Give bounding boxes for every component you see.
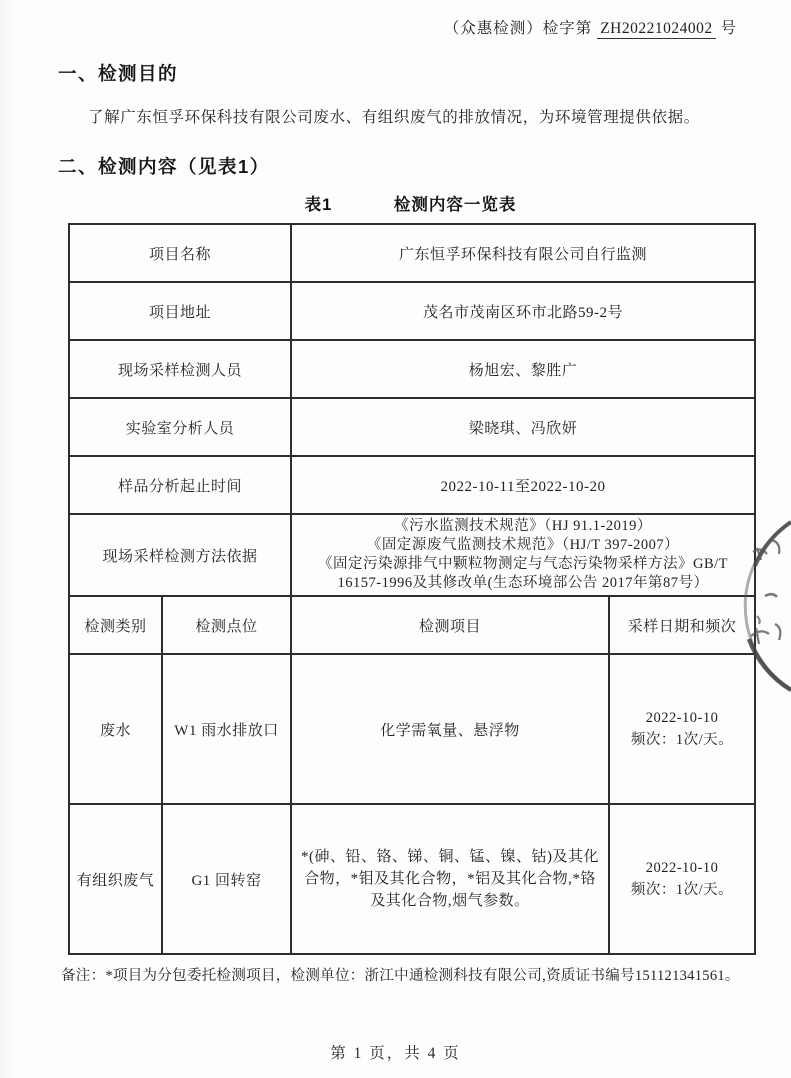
doc-number-suffix: 号 [720,20,737,37]
table-note: 备注：*项目为分包委托检测项目，检测单位：浙江中通检测科技有限公司,资质证书编号151121341561。 [61,968,740,984]
row-label: 现场采样检测人员 [69,340,291,398]
row-label: 现场采样检测方法依据 [69,514,291,596]
table-row-project-name [69,224,755,282]
sampling-frequency: 频次：1次/天。 [630,732,734,748]
table-row-lab-personnel [69,398,755,456]
row-value: 2022-10-11至2022-10-20 [291,456,755,514]
table-row-sampling-personnel [69,340,755,398]
row-label: 实验室分析人员 [69,398,291,456]
section-purpose-title: 一、检测目的 [58,63,179,84]
detail-header-row [69,596,755,654]
content-overview-table [68,223,756,955]
row-label: 项目地址 [69,282,291,340]
method-line: 《固定污染源排气中颗粒物测定与气态污染物采样方法》GB/T 16157-1996及其修改单(生态环境部公告 2017年第87号） [318,556,729,591]
items-cell: 化学需氧量、悬浮物 [291,654,609,804]
sampling-frequency: 频次：1次/天。 [630,882,734,898]
row-label: 样品分析起止时间 [69,456,291,514]
doc-number-line [0,0,791,38]
row-value: 杨旭宏、黎胜广 [291,340,755,398]
point-cell: G1 回转窑 [162,804,291,954]
col-header-items: 检测项目 [291,596,609,654]
row-value: 梁晓琪、冯欣妍 [291,398,755,456]
row-value [291,514,755,596]
sampling-date: 2022-10-10 [645,860,719,876]
items-cell: *(砷、铅、铬、锑、铜、锰、镍、钴)及其化合物，*钼及其化合物，*铝及其化合物,*铬及其化合物,烟气参数。 [291,804,609,954]
page-number-footer: 第 1 页，共 4 页 [330,1045,461,1062]
col-header-point: 检测点位 [162,596,291,654]
doc-number-value: ZH20221024002 [597,20,715,39]
table-caption [68,191,753,215]
table-caption-title: 检测内容一览表 [393,196,517,214]
method-line: 《污水监测技术规范》（HJ 91.1-2019） [394,518,652,534]
detail-row-organized-exhaust [69,804,755,954]
category-cell: 废水 [69,654,162,804]
col-header-date-frequency: 采样日期和频次 [609,596,755,654]
table-row-analysis-period [69,456,755,514]
method-basis-lines [298,517,748,593]
sampling-date: 2022-10-10 [645,710,719,726]
category-cell: 有组织废气 [69,804,162,954]
section-content-title: 二、检测内容（见表1） [58,156,270,177]
table-row-method-basis [69,514,755,596]
detail-row-wastewater [69,654,755,804]
table-row-project-address [69,282,755,340]
point-cell: W1 雨水排放口 [162,654,291,804]
date-frequency-cell [609,804,755,954]
table-caption-label: 表1 [304,196,333,214]
method-line: 《固定源废气监测技术规范》（HJ/T 397-2007） [366,537,680,553]
row-value: 广东恒孚环保科技有限公司自行监测 [291,224,755,282]
col-header-category: 检测类别 [69,596,162,654]
date-frequency-cell [609,654,755,804]
row-label: 项目名称 [69,224,291,282]
row-value: 茂名市茂南区环市北路59-2号 [291,282,755,340]
doc-number-prefix: （众惠检测）检字第 [443,20,593,37]
section-purpose-body: 了解广东恒孚环保科技有限公司废水、有组织废气的排放情况，为环境管理提供依据。 [88,109,700,126]
